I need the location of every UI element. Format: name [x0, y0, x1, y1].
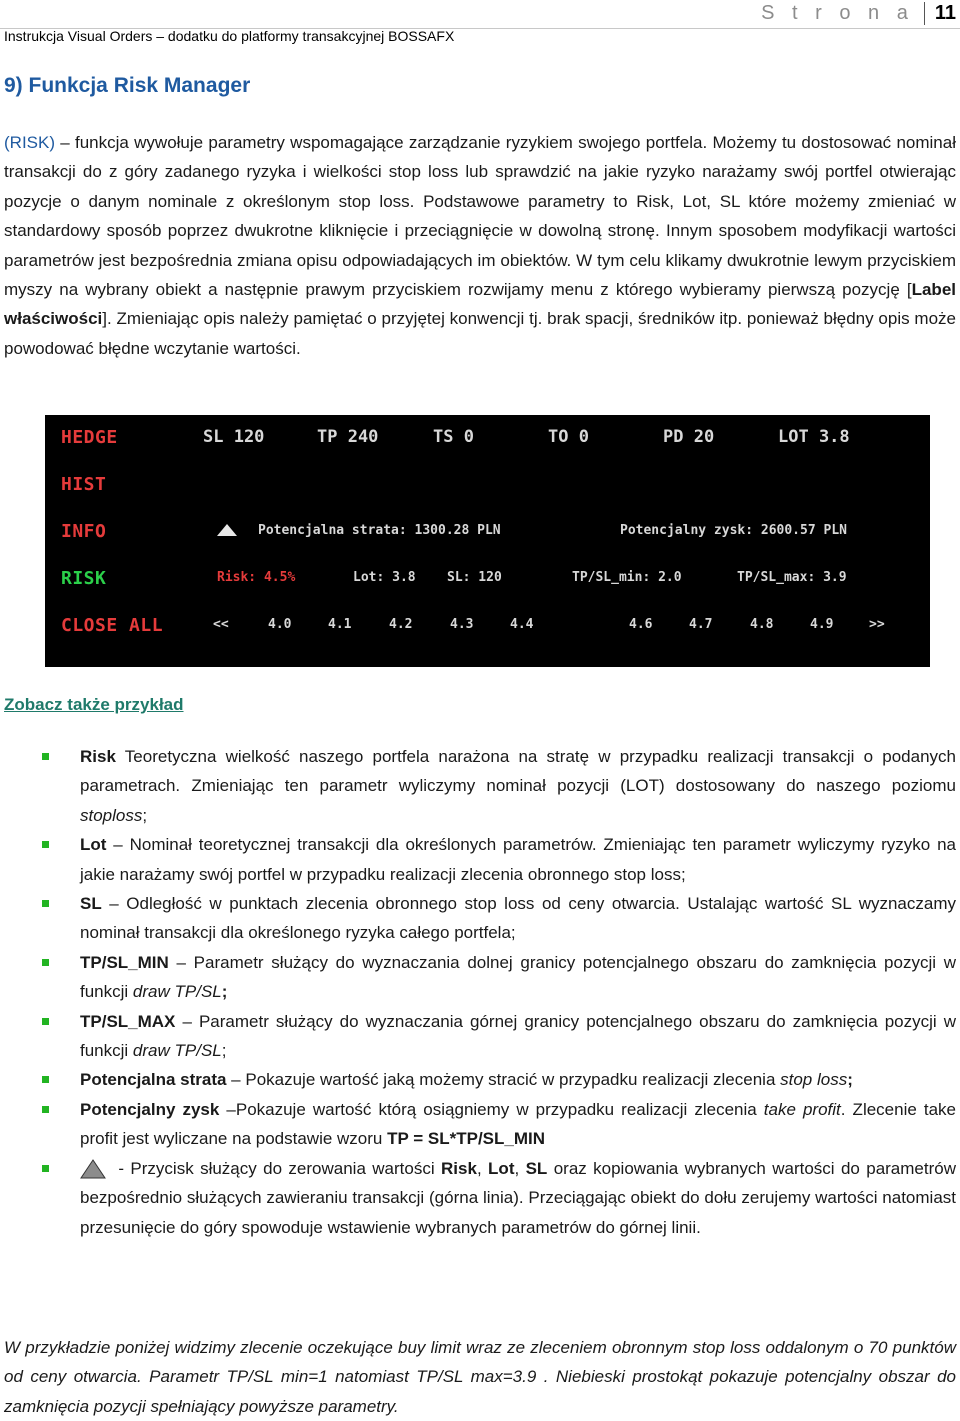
label-properties-term: Label właściwości — [4, 280, 956, 329]
bullet-square-icon — [42, 900, 49, 907]
description-italic: draw TP/SL — [132, 982, 222, 1002]
info-button[interactable]: INFO — [61, 521, 107, 542]
term: Potencjalny zysk — [80, 1099, 220, 1119]
ts-value[interactable]: TS 0 — [433, 427, 474, 447]
description-end: oraz kopiowania wybranych wartości do parametrów bezpośrednio służących zawieraniu transakcji (górna linia). Przeciągając obiekt do dołu zerujemy wartości natomiast przesunięcie do góry spowoduje wstawienie wybranych parametrów do górnej linii. — [80, 1158, 956, 1237]
description-italic: take profit — [763, 1099, 841, 1119]
term: Risk — [441, 1158, 477, 1178]
description: – Parametr służący do wyznaczania górnej granicy potencjalnego obszaru do zamknięcia pozycji w funkcji — [80, 1011, 956, 1061]
close-all-button[interactable]: CLOSE ALL — [61, 615, 164, 636]
term: SL — [525, 1158, 548, 1178]
prev-values-button[interactable]: << — [213, 617, 229, 632]
term: Risk — [80, 747, 116, 766]
tp-value[interactable]: TP 240 — [317, 427, 379, 447]
list-item — [0, 830, 960, 889]
value-option[interactable]: 4.3 — [450, 617, 474, 632]
description: - Przycisk służący do zerowania wartości — [112, 1158, 442, 1178]
list-item — [0, 1007, 960, 1066]
pd-value[interactable]: PD 20 — [663, 427, 715, 447]
term: Lot — [80, 835, 107, 855]
list-item — [0, 948, 960, 1007]
value-option[interactable]: 4.2 — [389, 617, 413, 632]
value-option[interactable]: 4.9 — [810, 617, 834, 632]
intro-text-end: ]. Zmieniając opis należy pamiętać o przyjętej konwencji tj. brak spacji, średników itp. ponieważ błędny opis może powodować błędne wczytanie wartości. — [4, 309, 956, 358]
hist-button[interactable]: HIST — [61, 474, 107, 495]
risk-code: (RISK) — [4, 133, 55, 152]
list-item — [0, 889, 960, 948]
description: – Odległość w punktach zlecenia obronnego stop loss od ceny otwarcia. Ustalając wartość SL wyznaczamy nominał transakcji dla określonego ryzyka całego portfela; — [80, 894, 956, 943]
lot-readout[interactable]: Lot: 3.8 — [353, 570, 416, 585]
bullet-square-icon — [42, 959, 49, 966]
next-values-button[interactable]: >> — [869, 617, 885, 632]
tpsl-max-readout[interactable]: TP/SL_max: 3.9 — [737, 570, 847, 585]
value-option[interactable]: 4.8 — [750, 617, 774, 632]
description: –Pokazuje wartość którą osiągniemy w przypadku realizacji zlecenia — [219, 1099, 764, 1119]
separator: , — [514, 1158, 526, 1178]
potential-profit-text: Potencjalny zysk: 2600.57 PLN — [620, 523, 847, 538]
page-label: S t r o n a — [761, 1, 914, 24]
parameter-list — [0, 742, 960, 1242]
bullet-square-icon — [42, 1106, 49, 1113]
description-end: ; — [847, 1070, 853, 1090]
term: TP/SL_MAX — [80, 1011, 176, 1031]
separator: , — [476, 1158, 489, 1178]
list-item — [0, 1065, 960, 1094]
intro-paragraph — [4, 128, 956, 363]
description-end: ; — [221, 1041, 227, 1061]
reset-triangle-icon[interactable] — [217, 524, 237, 536]
bullet-square-icon — [42, 841, 49, 848]
description-end: ; — [221, 982, 228, 1002]
description: Teoretyczna wielkość naszego portfela narażona na stratę w przypadku realizacji transakcji o podanych parametrach. Zmieniając ten parametr wyliczymy nominał pozycji (LOT) dostosowany do naszego poziomu — [80, 747, 956, 796]
description-italic: stop loss — [780, 1070, 848, 1090]
intro-text: – funkcja wywołuje parametry wspomagające zarządzanie ryzykiem swojego portfela. Możemy tu dostosować nominał transakcji do z góry zadanego ryzyka i wielkości stop loss lub sprawdzić na jakie ryzyko narażamy swój portfel otwierając pozycje o danym nominale z określonym stop loss. Podstawowe parametry to Risk, Lot, SL które możemy zmieniać w standardowy sposób poprzez dwukrotne kliknięcie i przeciągnięcie w dowolną stronę. Innym sposobem modyfikacji wartości parametrów jest bezpośrednia zmiana opisu odpowiadających im obiektów. W tym celu klikamy dwukrotnie lewym przyciskiem myszy na wybrany obiekt a następnie prawym przyciskiem rozwijamy menu z którego wybieramy pierwszą pozycję [ — [4, 133, 956, 300]
risk-manager-panel — [45, 415, 930, 667]
reset-triangle-icon — [80, 1159, 106, 1179]
term: TP/SL_MIN — [80, 952, 169, 972]
lot-value[interactable]: LOT 3.8 — [778, 427, 850, 447]
bullet-square-icon — [42, 1018, 49, 1025]
document-title: Instrukcja Visual Orders – dodatku do platformy transakcyjnej BOSSAFX — [4, 28, 455, 44]
tpsl-min-readout[interactable]: TP/SL_min: 2.0 — [572, 570, 682, 585]
example-paragraph: W przykładzie poniżej widzimy zlecenie oczekujące buy limit wraz ze zleceniem obronnym stop loss oddalonym o 70 punktów od ceny otwarcia. Parametr TP/SL min=1 natomiast TP/SL max=3.9 . Niebieski prostokąt pokazuje potencjalny obszar do zamknięcia pozycji spełniający powyższe parametry. — [4, 1338, 956, 1416]
page-header-number — [761, 0, 956, 26]
term: Potencjalna strata — [80, 1070, 227, 1090]
see-also-link[interactable]: Zobacz także przykład — [4, 695, 184, 714]
description: – Pokazuje wartość jaką możemy stracić w przypadku realizacji zlecenia — [226, 1070, 781, 1090]
section-title: 9) Funkcja Risk Manager — [4, 74, 251, 97]
formula: TP = SL*TP/SL_MIN — [387, 1129, 546, 1149]
sl-value[interactable]: SL 120 — [203, 427, 265, 447]
description-italic: stoploss — [80, 805, 143, 825]
value-option[interactable]: 4.7 — [689, 617, 713, 632]
list-item — [0, 742, 960, 830]
value-option[interactable]: 4.6 — [629, 617, 653, 632]
description-end: . Zlecenie take profit jest wyliczane na podstawie wzoru — [80, 1099, 957, 1149]
sl-readout[interactable]: SL: 120 — [447, 570, 502, 585]
value-option[interactable]: 4.4 — [510, 617, 534, 632]
bullet-square-icon — [42, 1165, 49, 1172]
to-value[interactable]: TO 0 — [548, 427, 589, 447]
bullet-square-icon — [42, 1076, 49, 1083]
term: SL — [80, 894, 102, 914]
description: – Parametr służący do wyznaczania dolnej granicy potencjalnego obszaru do zamknięcia pozycji w funkcji — [80, 952, 956, 1002]
bullet-square-icon — [42, 753, 49, 760]
description-italic: draw TP/SL — [132, 1041, 222, 1061]
description-end: ; — [142, 805, 148, 825]
risk-percent[interactable]: Risk: 4.5% — [217, 570, 296, 585]
term: Lot — [488, 1158, 515, 1178]
description: – Nominał teoretycznej transakcji dla określonych parametrów. Zmieniając ten parametr wyliczymy ryzyko na jakie narażamy swój portfel w przypadku realizacji zlecenia obronnego stop loss; — [80, 835, 956, 884]
list-item — [0, 1095, 960, 1154]
page-number: 11 — [924, 2, 956, 25]
value-option[interactable]: 4.1 — [328, 617, 352, 632]
value-option[interactable]: 4.0 — [268, 617, 292, 632]
hedge-button[interactable]: HEDGE — [61, 427, 118, 448]
risk-button[interactable]: RISK — [61, 568, 107, 589]
potential-loss-text: Potencjalna strata: 1300.28 PLN — [258, 523, 501, 538]
list-item — [0, 1154, 960, 1242]
